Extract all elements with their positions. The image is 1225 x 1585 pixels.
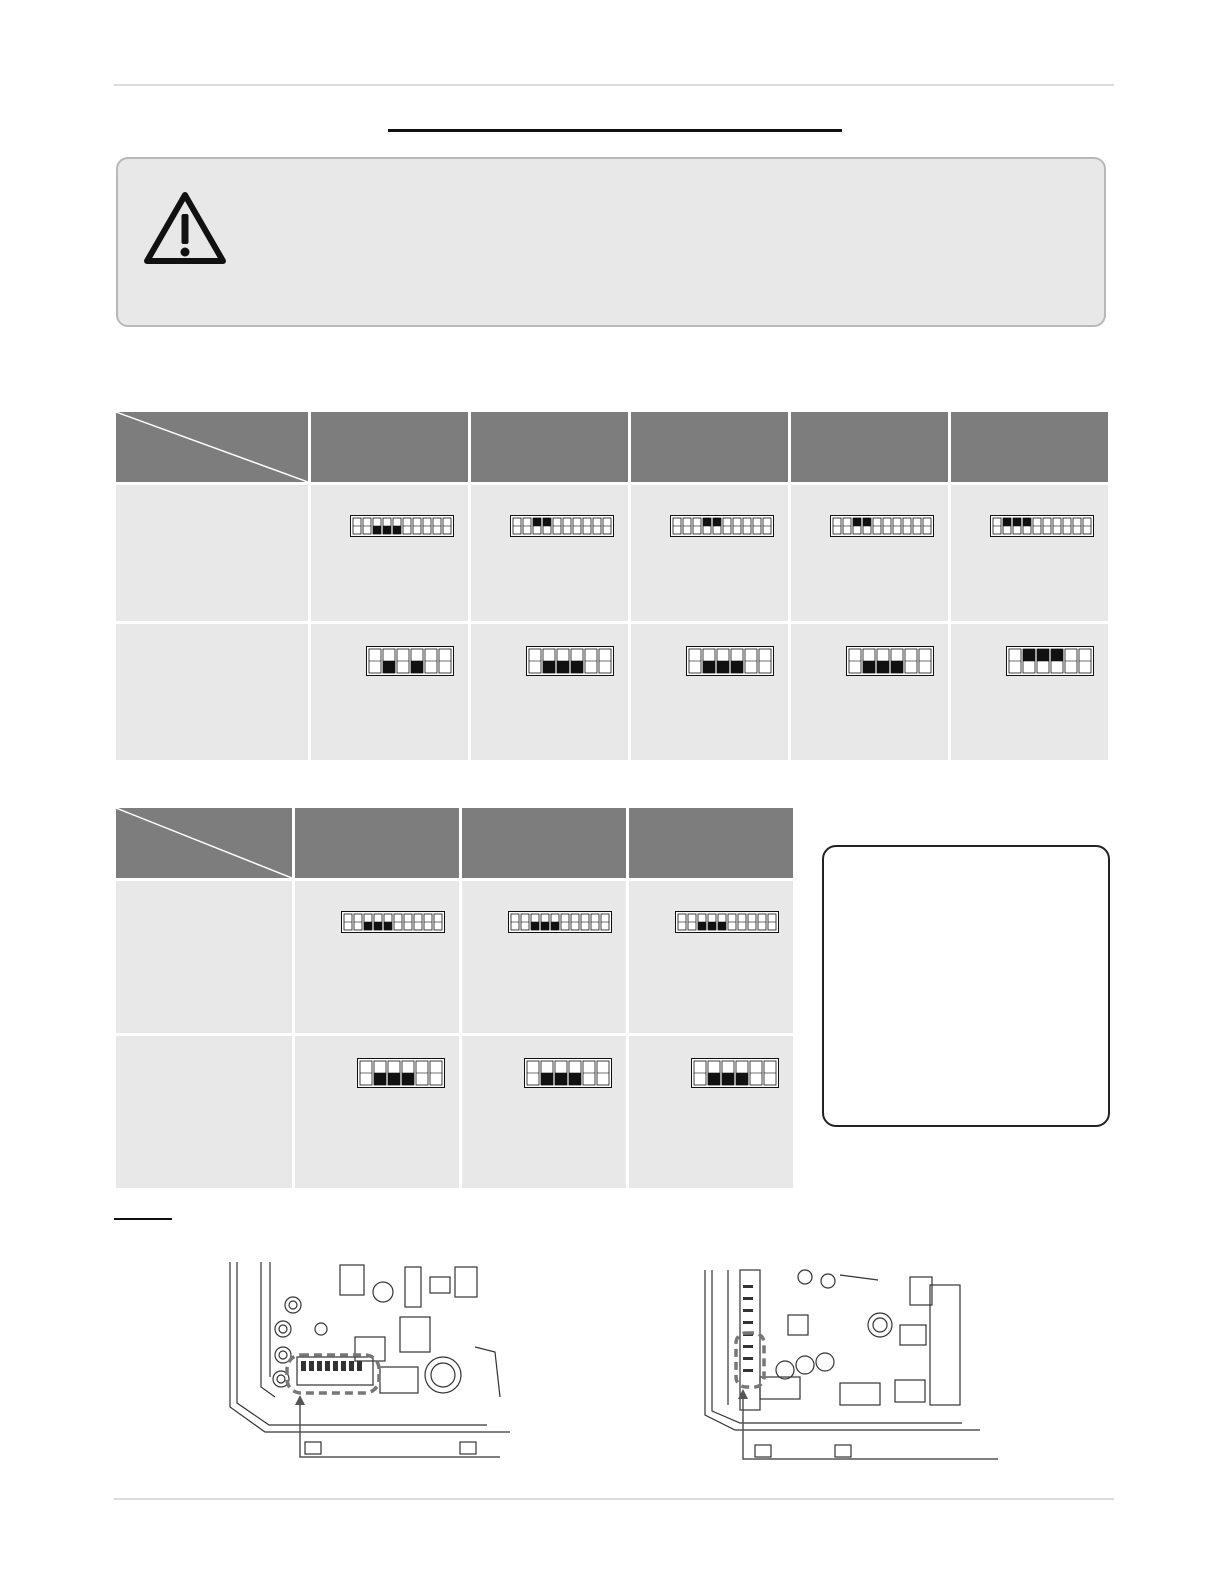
dip-switch-9	[753, 518, 761, 534]
dip-switch-5	[583, 1061, 595, 1085]
dip-switch-5	[585, 649, 597, 673]
top-rule	[114, 84, 1114, 86]
dip-switch-4	[703, 518, 711, 534]
column-header	[951, 412, 1108, 482]
dip-switch-diagram	[508, 911, 612, 933]
dip-switch-8	[583, 518, 591, 534]
row-label	[116, 624, 308, 760]
dip-switch-10	[1083, 518, 1091, 534]
dip-cell	[311, 624, 468, 760]
dip-switch-10	[443, 518, 451, 534]
dip-switch-4	[731, 649, 743, 673]
dip-switch-5	[551, 914, 559, 930]
dip-switch-5	[905, 649, 917, 673]
dip-switch-diagram	[366, 646, 454, 676]
dip-switch-3	[555, 1061, 567, 1085]
dip-switch-4	[863, 518, 871, 534]
dip-switch-4	[571, 649, 583, 673]
dip-switch-1	[353, 518, 361, 534]
dip-cell	[462, 881, 626, 1033]
dip-switch-8	[748, 914, 756, 930]
dip-switch-3	[698, 914, 706, 930]
dip-switch-table-1	[113, 409, 1111, 763]
dip-switch-1	[673, 518, 681, 534]
dip-cell	[471, 485, 628, 621]
dip-cell	[295, 881, 459, 1033]
dip-switch-3	[557, 649, 569, 673]
dip-switch-3	[717, 649, 729, 673]
dip-switch-1	[678, 914, 686, 930]
dip-cell	[629, 1036, 793, 1188]
caution-box	[116, 157, 1106, 327]
dip-switch-8	[414, 914, 422, 930]
dip-switch-5	[750, 1061, 762, 1085]
dip-cell	[629, 881, 793, 1033]
dip-switch-8	[581, 914, 589, 930]
dip-switch-1	[513, 518, 521, 534]
table-row	[116, 881, 793, 1033]
dip-switch-2	[363, 518, 371, 534]
dip-switch-10	[601, 914, 609, 930]
dip-switch-5	[745, 649, 757, 673]
dip-switch-3	[373, 518, 381, 534]
dip-switch-1	[360, 1061, 372, 1085]
dip-switch-1	[369, 649, 381, 673]
dip-switch-3	[877, 649, 889, 673]
dip-switch-2	[1023, 649, 1035, 673]
dip-switch-4	[891, 649, 903, 673]
dip-switch-6	[599, 649, 611, 673]
dip-switch-2	[683, 518, 691, 534]
dip-switch-10	[434, 914, 442, 930]
dip-switch-3	[397, 649, 409, 673]
dip-switch-9	[913, 518, 921, 534]
dip-switch-diagram	[510, 515, 614, 537]
dip-switch-table-2	[113, 805, 796, 1191]
dip-switch-4	[411, 649, 423, 673]
dip-switch-6	[394, 914, 402, 930]
dip-switch-2	[708, 1061, 720, 1085]
dip-switch-1	[993, 518, 1001, 534]
dip-switch-4	[708, 914, 716, 930]
dip-switch-2	[843, 518, 851, 534]
dip-switch-3	[1013, 518, 1021, 534]
dip-switch-6	[764, 1061, 776, 1085]
dip-switch-1	[694, 1061, 706, 1085]
corner-diagonal	[116, 412, 308, 482]
table-row	[116, 485, 1108, 621]
dip-switch-7	[893, 518, 901, 534]
dip-cell	[791, 485, 948, 621]
dip-switch-6	[403, 518, 411, 534]
dip-switch-1	[849, 649, 861, 673]
column-header	[791, 412, 948, 482]
dip-switch-diagram	[357, 1058, 445, 1088]
dip-switch-9	[433, 518, 441, 534]
dip-switch-4	[569, 1061, 581, 1085]
dip-switch-1	[527, 1061, 539, 1085]
dip-switch-7	[571, 914, 579, 930]
dip-switch-2	[1003, 518, 1011, 534]
dip-switch-6	[728, 914, 736, 930]
dip-switch-5	[1033, 518, 1041, 534]
dip-switch-2	[543, 649, 555, 673]
dip-switch-8	[743, 518, 751, 534]
column-header	[311, 412, 468, 482]
dip-switch-7	[733, 518, 741, 534]
dip-cell	[462, 1036, 626, 1188]
corner-diagonal	[116, 808, 292, 878]
dip-switch-3	[693, 518, 701, 534]
dip-switch-4	[541, 914, 549, 930]
dip-switch-6	[723, 518, 731, 534]
dip-switch-6	[561, 914, 569, 930]
dip-switch-1	[511, 914, 519, 930]
dip-switch-3	[388, 1061, 400, 1085]
dip-switch-8	[903, 518, 911, 534]
dip-switch-5	[553, 518, 561, 534]
dip-switch-6	[883, 518, 891, 534]
table-corner-cell	[116, 808, 292, 878]
dip-switch-2	[354, 914, 362, 930]
dip-switch-diagram	[670, 515, 774, 537]
dip-cell	[311, 485, 468, 621]
dip-switch-4	[736, 1061, 748, 1085]
dip-switch-3	[853, 518, 861, 534]
dip-switch-3	[364, 914, 372, 930]
dip-switch-diagram	[990, 515, 1094, 537]
dip-switch-diagram	[691, 1058, 779, 1088]
dip-switch-10	[763, 518, 771, 534]
dip-switch-8	[423, 518, 431, 534]
dip-cell	[631, 624, 788, 760]
dip-switch-2	[541, 1061, 553, 1085]
dip-switch-1	[689, 649, 701, 673]
dip-switch-diagram	[846, 646, 934, 676]
dip-switch-1	[344, 914, 352, 930]
dip-switch-5	[384, 914, 392, 930]
dip-switch-diagram	[341, 911, 445, 933]
dip-switch-5	[416, 1061, 428, 1085]
dip-switch-3	[533, 518, 541, 534]
dip-switch-6	[563, 518, 571, 534]
dip-switch-diagram	[675, 911, 779, 933]
dip-switch-10	[923, 518, 931, 534]
dip-switch-6	[597, 1061, 609, 1085]
dip-switch-4	[402, 1061, 414, 1085]
bottom-rule	[114, 1498, 1114, 1500]
dip-cell	[295, 1036, 459, 1188]
dip-switch-2	[688, 914, 696, 930]
row-label	[116, 485, 308, 621]
dip-switch-5	[873, 518, 881, 534]
dip-cell	[951, 485, 1108, 621]
dip-switch-4	[374, 914, 382, 930]
dip-switch-diagram	[526, 646, 614, 676]
dip-switch-2	[863, 649, 875, 673]
dip-switch-diagram	[1006, 646, 1094, 676]
title-underline	[388, 129, 842, 132]
dip-switch-6	[430, 1061, 442, 1085]
dip-switch-4	[383, 518, 391, 534]
dip-switch-5	[393, 518, 401, 534]
dip-cell	[631, 485, 788, 621]
dip-switch-9	[758, 914, 766, 930]
dip-switch-7	[738, 914, 746, 930]
table-row	[116, 1036, 793, 1188]
dip-switch-10	[768, 914, 776, 930]
row-label	[116, 881, 292, 1033]
dip-switch-7	[404, 914, 412, 930]
reference-label	[114, 1196, 172, 1220]
dip-switch-5	[1065, 649, 1077, 673]
dip-switch-2	[523, 518, 531, 534]
dip-switch-6	[1079, 649, 1091, 673]
dip-cell	[471, 624, 628, 760]
dip-switch-diagram	[350, 515, 454, 537]
dip-switch-5	[713, 518, 721, 534]
dip-switch-4	[1023, 518, 1031, 534]
dip-switch-9	[1073, 518, 1081, 534]
dip-switch-6	[439, 649, 451, 673]
dip-switch-diagram	[686, 646, 774, 676]
table-corner-cell	[116, 412, 308, 482]
dip-switch-10	[603, 518, 611, 534]
dip-switch-2	[703, 649, 715, 673]
dip-switch-1	[833, 518, 841, 534]
column-header	[295, 808, 459, 878]
dip-switch-diagram	[524, 1058, 612, 1088]
dip-switch-2	[383, 649, 395, 673]
dip-switch-2	[521, 914, 529, 930]
dip-switch-4	[543, 518, 551, 534]
indoor-pcb-figure-left	[225, 1257, 515, 1465]
dip-switch-7	[413, 518, 421, 534]
dip-switch-9	[593, 518, 601, 534]
dip-switch-5	[718, 914, 726, 930]
column-header	[631, 412, 788, 482]
dip-switch-6	[759, 649, 771, 673]
dip-cell	[951, 624, 1108, 760]
dip-switch-1	[1009, 649, 1021, 673]
table-row	[116, 624, 1108, 760]
dip-switch-6	[1043, 518, 1051, 534]
dip-switch-3	[722, 1061, 734, 1085]
indoor-pcb-figure-right	[700, 1265, 1000, 1465]
column-header	[629, 808, 793, 878]
dip-switch-2	[374, 1061, 386, 1085]
dip-switch-6	[919, 649, 931, 673]
dip-switch-4	[1051, 649, 1063, 673]
dip-switch-1	[529, 649, 541, 673]
column-header	[462, 808, 626, 878]
warning-triangle-icon	[142, 190, 228, 266]
dip-switch-9	[591, 914, 599, 930]
dip-switch-8	[1063, 518, 1071, 534]
note-box	[822, 845, 1110, 1127]
column-header	[471, 412, 628, 482]
dip-switch-9	[424, 914, 432, 930]
dip-switch-5	[425, 649, 437, 673]
dip-switch-7	[573, 518, 581, 534]
row-label	[116, 1036, 292, 1188]
dip-switch-7	[1053, 518, 1061, 534]
dip-switch-3	[1037, 649, 1049, 673]
dip-switch-3	[531, 914, 539, 930]
dip-cell	[791, 624, 948, 760]
dip-switch-diagram	[830, 515, 934, 537]
